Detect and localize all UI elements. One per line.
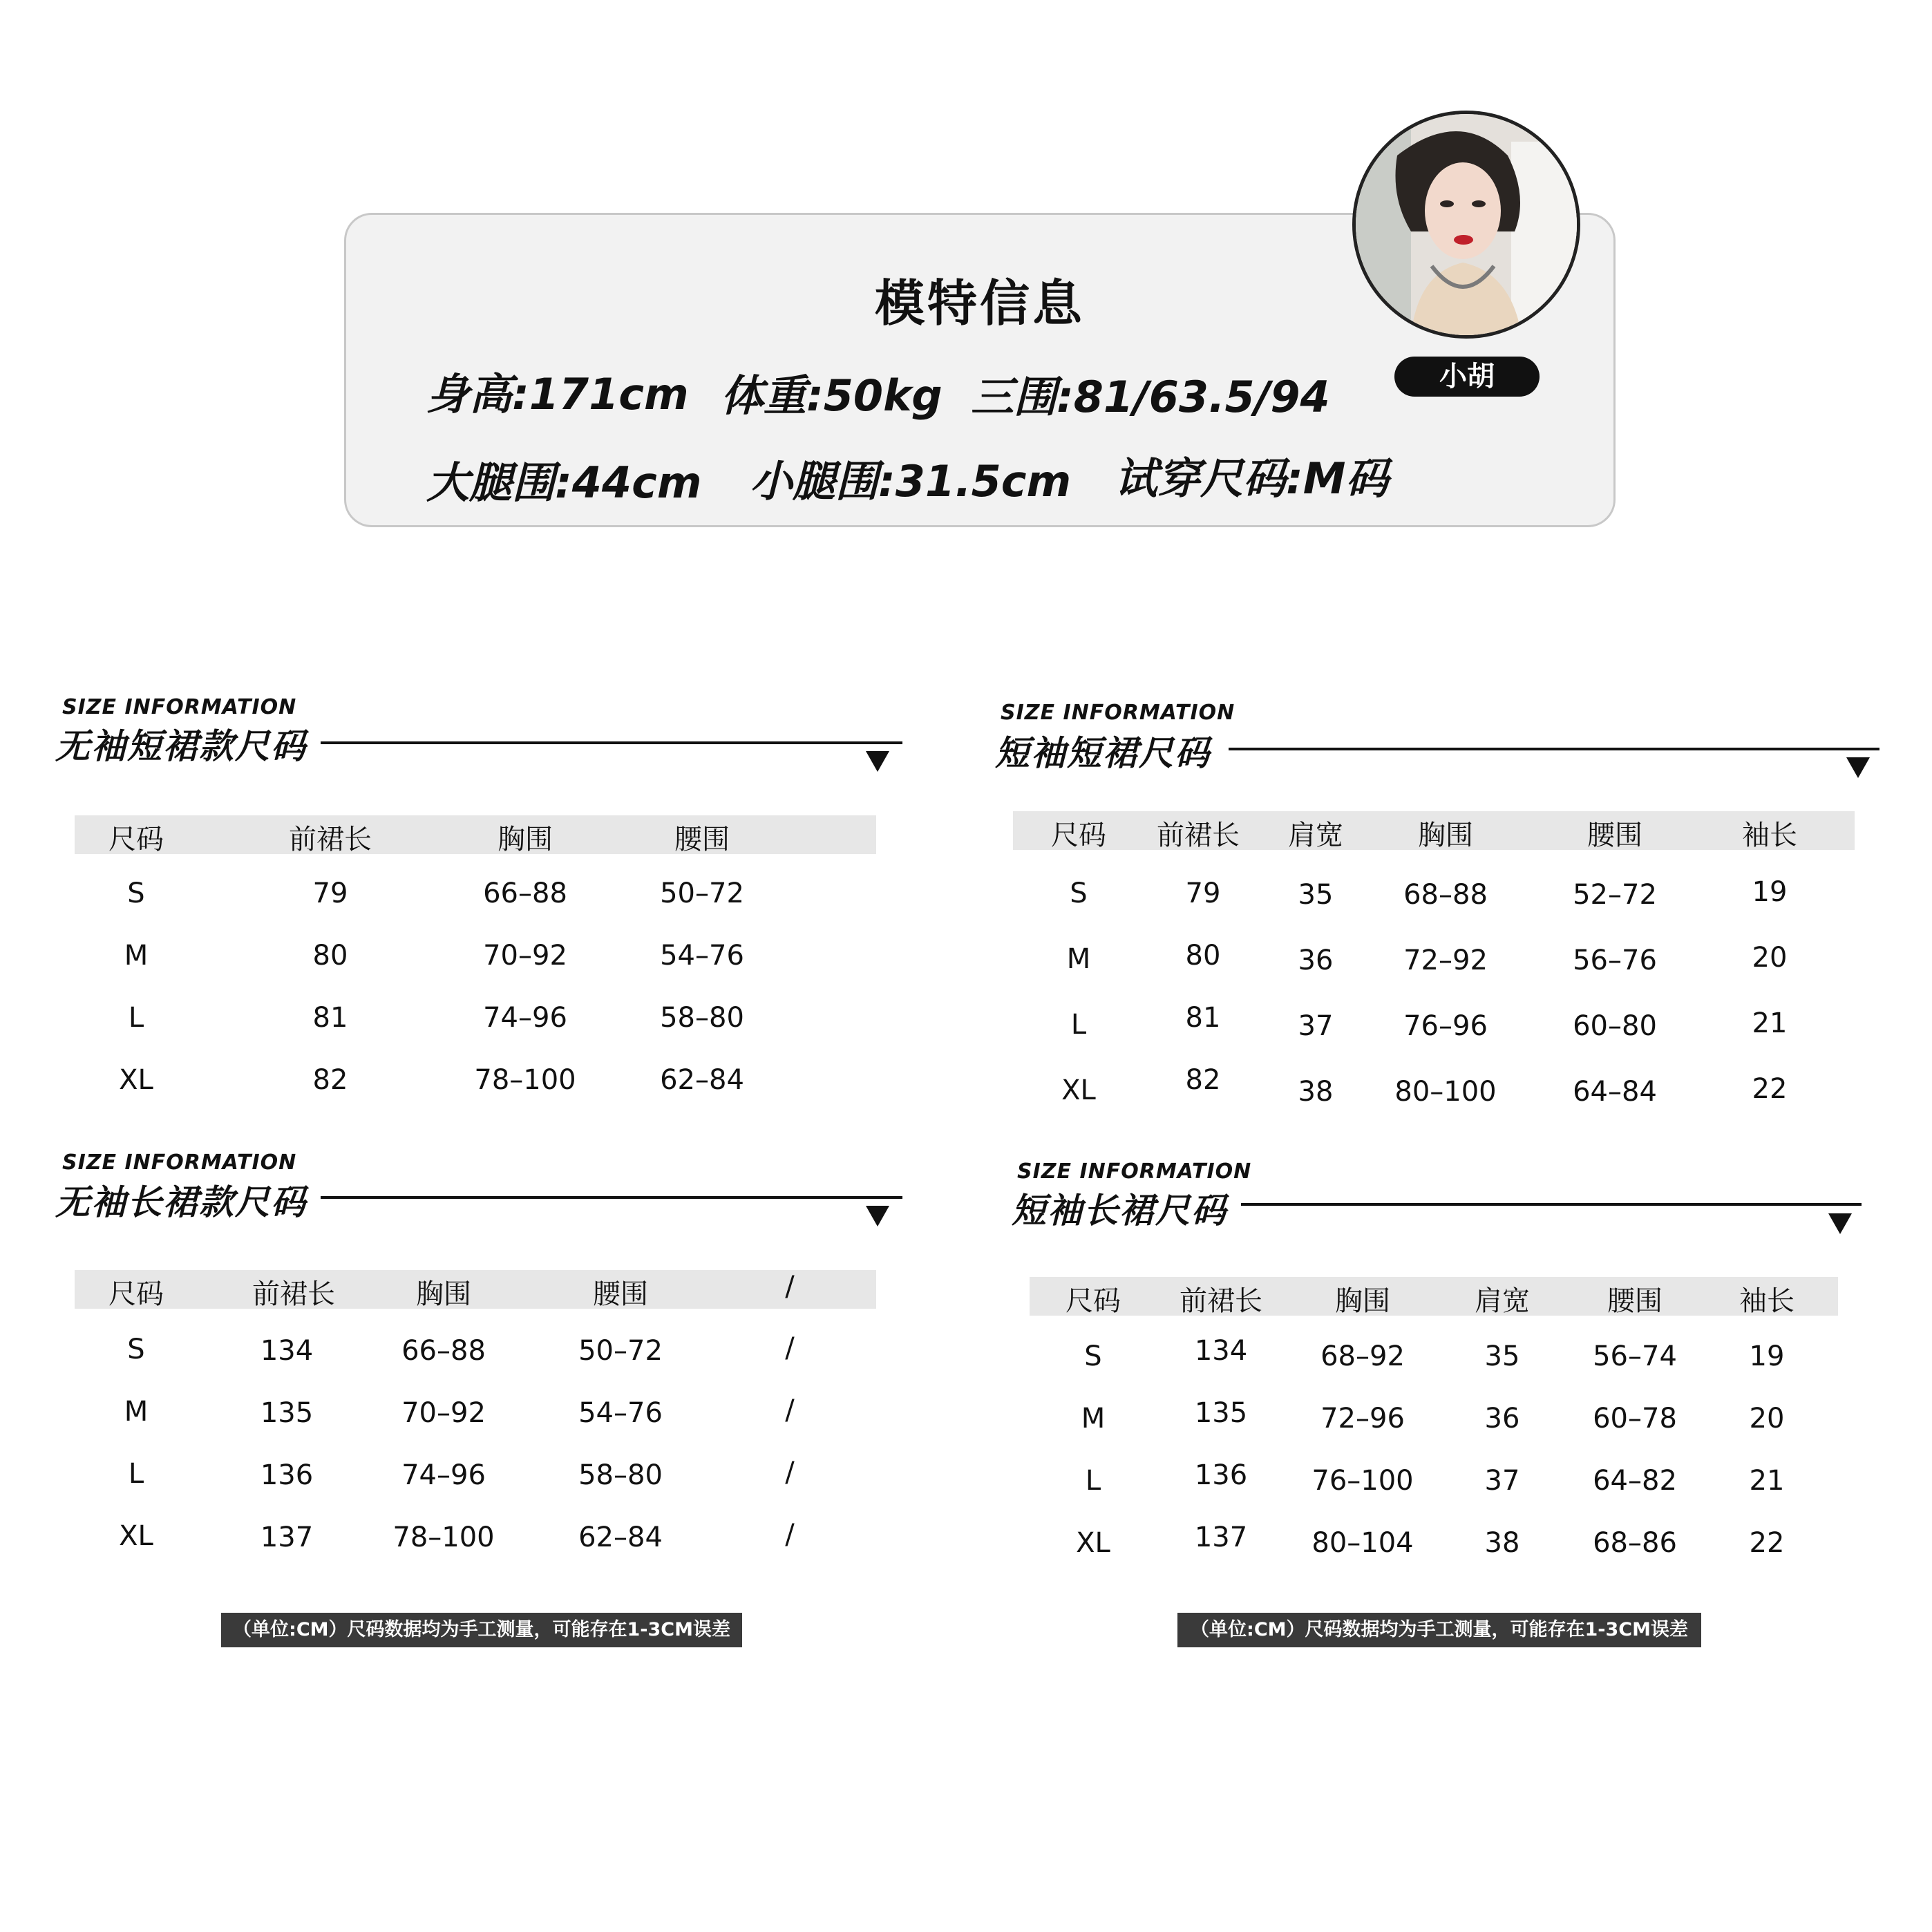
model-name-tag: 小胡 bbox=[1394, 357, 1540, 397]
cell-blank: / bbox=[785, 1332, 795, 1364]
cell-size: M bbox=[1081, 1403, 1106, 1434]
model-height: 身高:171cm bbox=[426, 369, 689, 419]
cell-front-length: 137 bbox=[260, 1522, 314, 1553]
cell-bust: 76–100 bbox=[1311, 1465, 1414, 1497]
cell-waist: 64–82 bbox=[1593, 1465, 1677, 1497]
cell-bust: 74–96 bbox=[483, 1002, 567, 1034]
header-front-length: 前裙长 bbox=[1180, 1285, 1262, 1317]
cell-front-length: 81 bbox=[312, 1002, 348, 1034]
cell-front-length: 134 bbox=[1194, 1335, 1248, 1367]
header-blank: / bbox=[785, 1271, 795, 1303]
header-size: 尺码 bbox=[108, 824, 164, 855]
table-header-bar bbox=[75, 815, 876, 854]
model-measurements: 三围:81/63.5/94 bbox=[971, 372, 1330, 422]
cell-waist: 52–72 bbox=[1573, 879, 1657, 911]
cell-sleeve: 21 bbox=[1752, 1007, 1788, 1039]
section-en-label: SIZE INFORMATION bbox=[62, 695, 297, 719]
model-thigh: 大腿围:44cm bbox=[426, 457, 702, 508]
cell-size: XL bbox=[1061, 1074, 1096, 1106]
cell-shoulder: 36 bbox=[1484, 1403, 1520, 1434]
cell-sleeve: 19 bbox=[1749, 1341, 1785, 1372]
cell-bust: 68–88 bbox=[1403, 879, 1488, 911]
header-waist: 腰围 bbox=[593, 1278, 648, 1310]
header-bust: 胸围 bbox=[416, 1278, 471, 1310]
model-avatar bbox=[1352, 111, 1580, 339]
model-tried-size: 试穿尺码:M码 bbox=[1115, 453, 1389, 504]
cell-bust: 72–92 bbox=[1403, 945, 1488, 976]
cell-bust: 78–100 bbox=[392, 1522, 495, 1553]
table-header-bar bbox=[1030, 1277, 1838, 1316]
header-size: 尺码 bbox=[108, 1278, 164, 1310]
cell-blank: / bbox=[785, 1519, 795, 1551]
table-header-bar bbox=[75, 1270, 876, 1309]
cell-front-length: 136 bbox=[260, 1459, 314, 1491]
section-divider bbox=[1229, 748, 1879, 750]
cell-front-length: 137 bbox=[1194, 1522, 1248, 1553]
cell-sleeve: 20 bbox=[1752, 942, 1788, 974]
model-calf: 小腿围:31.5cm bbox=[750, 456, 1072, 506]
cell-sleeve: 20 bbox=[1749, 1403, 1785, 1434]
cell-size: M bbox=[124, 1396, 149, 1428]
cell-shoulder: 36 bbox=[1298, 945, 1334, 976]
cell-size: M bbox=[1066, 943, 1091, 975]
header-sleeve: 袖长 bbox=[1739, 1285, 1794, 1317]
cell-size: S bbox=[1070, 878, 1088, 909]
cell-front-length: 135 bbox=[1194, 1397, 1248, 1429]
cell-bust: 80–100 bbox=[1394, 1076, 1497, 1108]
cell-size: XL bbox=[119, 1520, 153, 1552]
cell-bust: 80–104 bbox=[1311, 1527, 1414, 1559]
header-sleeve: 袖长 bbox=[1742, 820, 1797, 851]
header-bust: 胸围 bbox=[498, 824, 553, 855]
cell-waist: 60–78 bbox=[1593, 1403, 1677, 1434]
cell-front-length: 79 bbox=[1185, 878, 1221, 909]
cell-front-length: 82 bbox=[1185, 1064, 1221, 1096]
cell-shoulder: 37 bbox=[1298, 1010, 1334, 1042]
cell-bust: 70–92 bbox=[483, 940, 567, 972]
header-waist: 腰围 bbox=[1607, 1285, 1663, 1317]
cell-sleeve: 22 bbox=[1752, 1073, 1788, 1105]
cell-front-length: 81 bbox=[1185, 1002, 1221, 1034]
header-front-length: 前裙长 bbox=[252, 1278, 335, 1310]
cell-size: L bbox=[128, 1458, 144, 1490]
cell-bust: 66–88 bbox=[483, 878, 567, 909]
cell-front-length: 134 bbox=[260, 1335, 314, 1367]
header-front-length: 前裙长 bbox=[289, 824, 372, 855]
header-waist: 腰围 bbox=[1587, 820, 1642, 851]
measurement-note: （单位:CM）尺码数据均为手工测量，可能存在1-3CM误差 bbox=[1177, 1613, 1701, 1647]
measurement-note: （单位:CM）尺码数据均为手工测量，可能存在1-3CM误差 bbox=[221, 1613, 742, 1647]
section-divider bbox=[1241, 1203, 1862, 1206]
cell-front-length: 80 bbox=[312, 940, 348, 972]
cell-size: S bbox=[127, 1334, 145, 1365]
section-en-label: SIZE INFORMATION bbox=[1001, 701, 1235, 725]
cell-bust: 66–88 bbox=[401, 1335, 486, 1367]
section-en-label: SIZE INFORMATION bbox=[62, 1150, 297, 1175]
header-shoulder: 肩宽 bbox=[1475, 1285, 1530, 1317]
header-waist: 腰围 bbox=[674, 824, 730, 855]
cell-size: M bbox=[124, 940, 149, 972]
cell-front-length: 82 bbox=[312, 1064, 348, 1096]
cell-waist: 62–84 bbox=[660, 1064, 744, 1096]
header-size: 尺码 bbox=[1051, 820, 1106, 851]
cell-bust: 68–92 bbox=[1320, 1341, 1405, 1372]
down-triangle-icon bbox=[1828, 1213, 1852, 1234]
section-title: 无袖长裙款尺码 bbox=[55, 1182, 307, 1222]
cell-bust: 70–92 bbox=[401, 1397, 486, 1429]
section-title: 无袖短裙款尺码 bbox=[55, 726, 307, 766]
cell-waist: 64–84 bbox=[1573, 1076, 1657, 1108]
cell-size: S bbox=[127, 878, 145, 909]
section-divider bbox=[321, 1196, 902, 1199]
cell-size: L bbox=[1070, 1009, 1087, 1041]
cell-bust: 72–96 bbox=[1320, 1403, 1405, 1434]
down-triangle-icon bbox=[866, 751, 889, 772]
cell-blank: / bbox=[785, 1457, 795, 1488]
cell-blank: / bbox=[785, 1394, 795, 1426]
header-front-length: 前裙长 bbox=[1157, 820, 1240, 851]
cell-size: XL bbox=[119, 1064, 153, 1096]
cell-front-length: 136 bbox=[1194, 1459, 1248, 1491]
cell-shoulder: 38 bbox=[1298, 1076, 1334, 1108]
section-title: 短袖短裙尺码 bbox=[995, 733, 1211, 773]
cell-waist: 60–80 bbox=[1573, 1010, 1657, 1042]
cell-shoulder: 37 bbox=[1484, 1465, 1520, 1497]
cell-size: L bbox=[1085, 1465, 1101, 1497]
cell-waist: 58–80 bbox=[578, 1459, 663, 1491]
cell-front-length: 79 bbox=[312, 878, 348, 909]
cell-sleeve: 19 bbox=[1752, 876, 1788, 908]
down-triangle-icon bbox=[866, 1206, 889, 1227]
cell-waist: 62–84 bbox=[578, 1522, 663, 1553]
cell-size: XL bbox=[1076, 1527, 1110, 1559]
cell-waist: 56–76 bbox=[1573, 945, 1657, 976]
cell-size: S bbox=[1084, 1341, 1102, 1372]
cell-shoulder: 38 bbox=[1484, 1527, 1520, 1559]
cell-waist: 50–72 bbox=[660, 878, 744, 909]
section-en-label: SIZE INFORMATION bbox=[1017, 1159, 1252, 1184]
cell-waist: 50–72 bbox=[578, 1335, 663, 1367]
header-shoulder: 肩宽 bbox=[1288, 820, 1343, 851]
cell-waist: 54–76 bbox=[578, 1397, 663, 1429]
cell-front-length: 80 bbox=[1185, 940, 1221, 972]
model-info-title: 模特信息 bbox=[874, 274, 1085, 332]
header-bust: 胸围 bbox=[1418, 820, 1473, 851]
cell-waist: 58–80 bbox=[660, 1002, 744, 1034]
cell-sleeve: 21 bbox=[1749, 1465, 1785, 1497]
cell-shoulder: 35 bbox=[1298, 879, 1334, 911]
header-size: 尺码 bbox=[1066, 1285, 1121, 1317]
down-triangle-icon bbox=[1846, 757, 1870, 778]
section-title: 短袖长裙尺码 bbox=[1012, 1191, 1227, 1231]
cell-bust: 74–96 bbox=[401, 1459, 486, 1491]
cell-sleeve: 22 bbox=[1749, 1527, 1785, 1559]
model-weight: 体重:50kg bbox=[721, 370, 943, 421]
header-bust: 胸围 bbox=[1335, 1285, 1390, 1317]
cell-front-length: 135 bbox=[260, 1397, 314, 1429]
cell-size: L bbox=[128, 1002, 144, 1034]
cell-waist: 68–86 bbox=[1593, 1527, 1677, 1559]
section-divider bbox=[321, 741, 902, 744]
model-portrait-icon bbox=[1356, 114, 1577, 335]
cell-shoulder: 35 bbox=[1484, 1341, 1520, 1372]
cell-bust: 78–100 bbox=[474, 1064, 576, 1096]
cell-waist: 54–76 bbox=[660, 940, 744, 972]
cell-waist: 56–74 bbox=[1593, 1341, 1677, 1372]
cell-bust: 76–96 bbox=[1403, 1010, 1488, 1042]
